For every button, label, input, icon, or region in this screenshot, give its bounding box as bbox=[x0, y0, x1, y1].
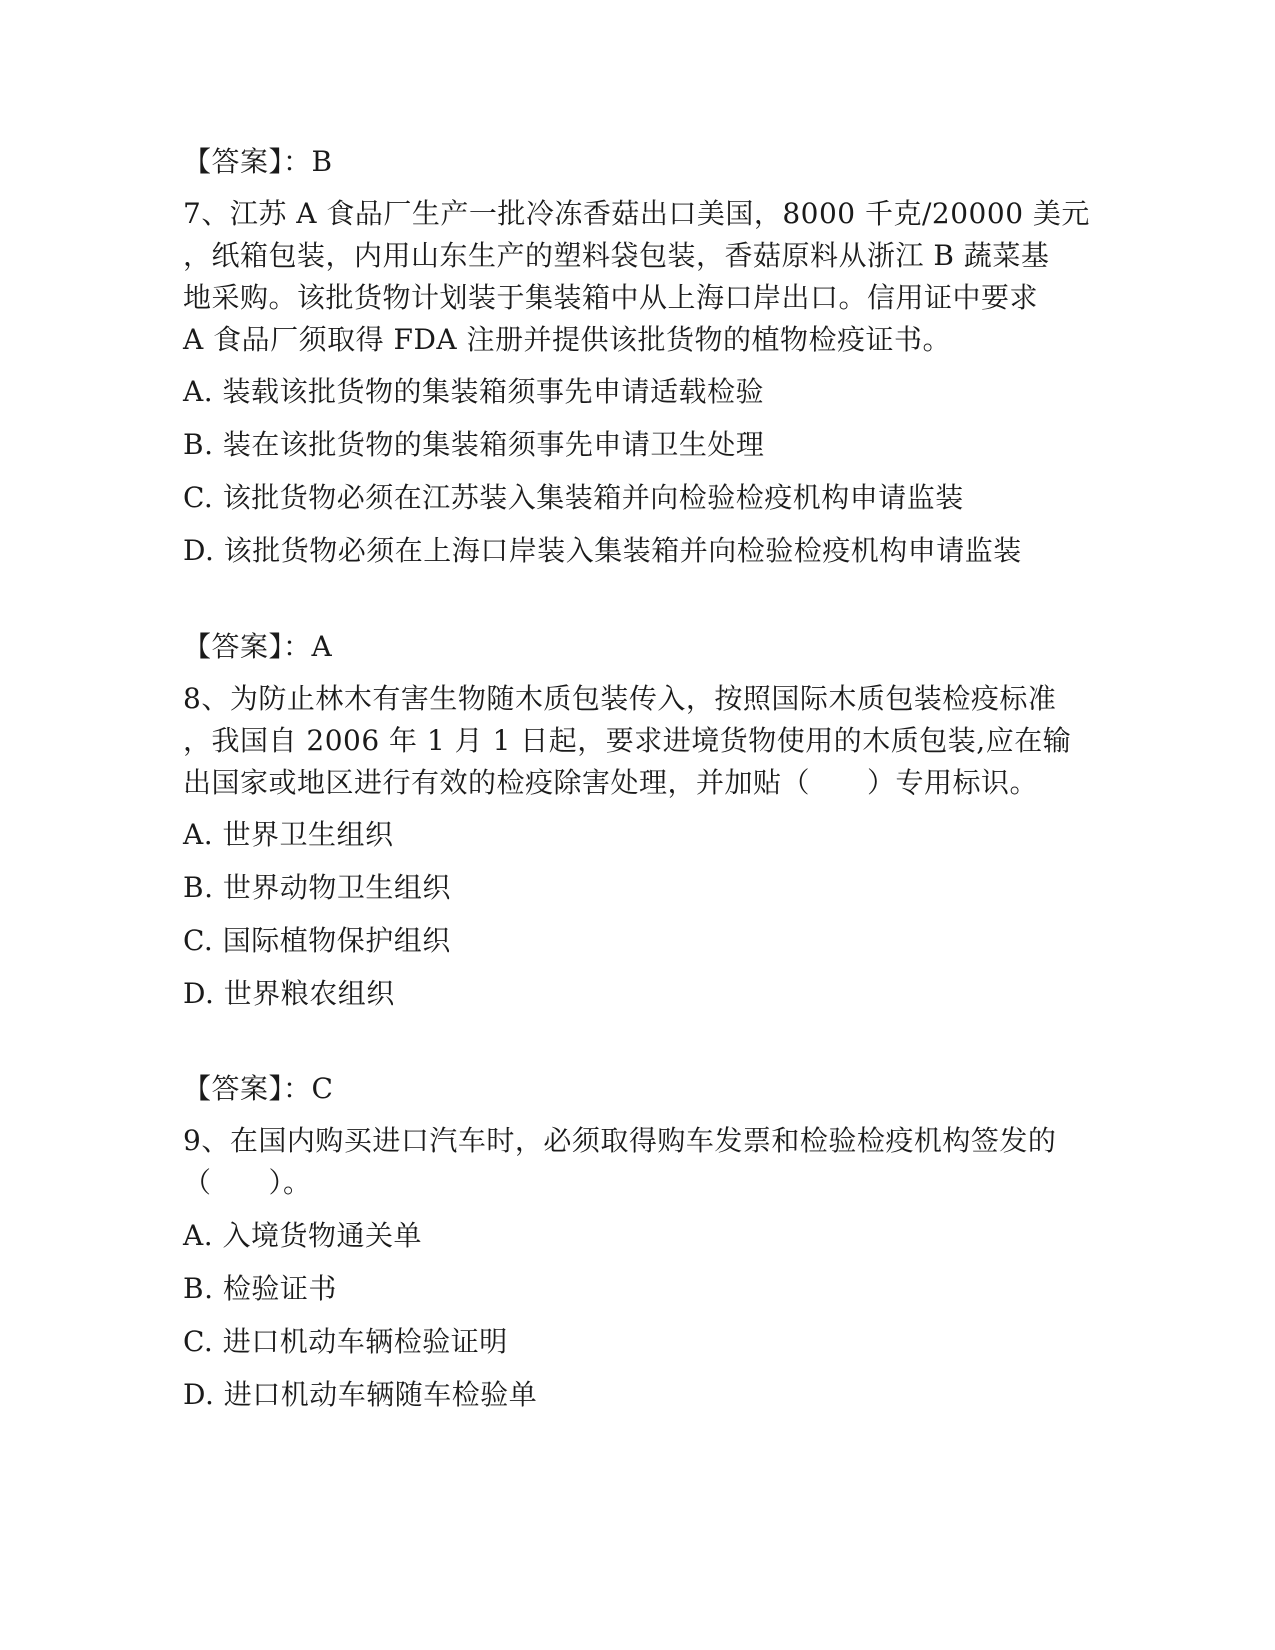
question-7-stem-line-4: A 食品厂须取得 FDA 注册并提供该批货物的植物检疫证书。 bbox=[183, 323, 952, 356]
question-8-option-a: A. 世界卫生组织 bbox=[183, 818, 394, 851]
question-8-stem-line-2: ，我国自 2006 年 1 月 1 日起，要求进境货物使用的木质包装,应在输 bbox=[183, 724, 1072, 757]
question-7-option-c: C. 该批货物必须在江苏装入集装箱并向检验检疫机构申请监装 bbox=[183, 481, 964, 514]
answer-q8: 【答案】：C bbox=[183, 1072, 334, 1105]
question-9-stem-line-1: 9、在国内购买进口汽车时，必须取得购车发票和检验检疫机构签发的 bbox=[183, 1124, 1057, 1157]
answer-q7: 【答案】：A bbox=[183, 630, 333, 663]
question-7-stem-line-2: ，纸箱包装，内用山东生产的塑料袋包装，香菇原料从浙江 B 蔬菜基 bbox=[183, 239, 1050, 272]
question-8-option-d: D. 世界粮农组织 bbox=[183, 977, 395, 1010]
question-8-option-c: C. 国际植物保护组织 bbox=[183, 924, 451, 957]
question-9-option-d: D. 进口机动车辆随车检验单 bbox=[183, 1378, 538, 1411]
question-9-option-a: A. 入境货物通关单 bbox=[183, 1219, 423, 1252]
question-7-option-a: A. 装载该批货物的集装箱须事先申请适载检验 bbox=[183, 375, 765, 408]
question-8-option-b: B. 世界动物卫生组织 bbox=[183, 871, 451, 904]
question-7-option-d: D. 该批货物必须在上海口岸装入集装箱并向检验检疫机构申请监装 bbox=[183, 534, 1022, 567]
question-9-stem-line-2: （ ）。 bbox=[183, 1166, 312, 1199]
question-9-option-b: B. 检验证书 bbox=[183, 1272, 337, 1305]
question-7-stem-line-3: 地采购。该批货物计划装于集装箱中从上海口岸出口。信用证中要求 bbox=[183, 281, 1039, 314]
question-8-stem-line-3: 出国家或地区进行有效的检疫除害处理，并加贴（ ）专用标识。 bbox=[183, 766, 1039, 799]
question-9-option-c: C. 进口机动车辆检验证明 bbox=[183, 1325, 508, 1358]
question-8-stem-line-1: 8、为防止林木有害生物随木质包装传入，按照国际木质包装检疫标准 bbox=[183, 682, 1057, 715]
answer-q6: 【答案】：B bbox=[183, 145, 333, 178]
question-7-option-b: B. 装在该批货物的集装箱须事先申请卫生处理 bbox=[183, 428, 765, 461]
question-7-stem-line-1: 7、江苏 A 食品厂生产一批冷冻香菇出口美国，8000 千克/20000 美元 bbox=[183, 197, 1090, 230]
